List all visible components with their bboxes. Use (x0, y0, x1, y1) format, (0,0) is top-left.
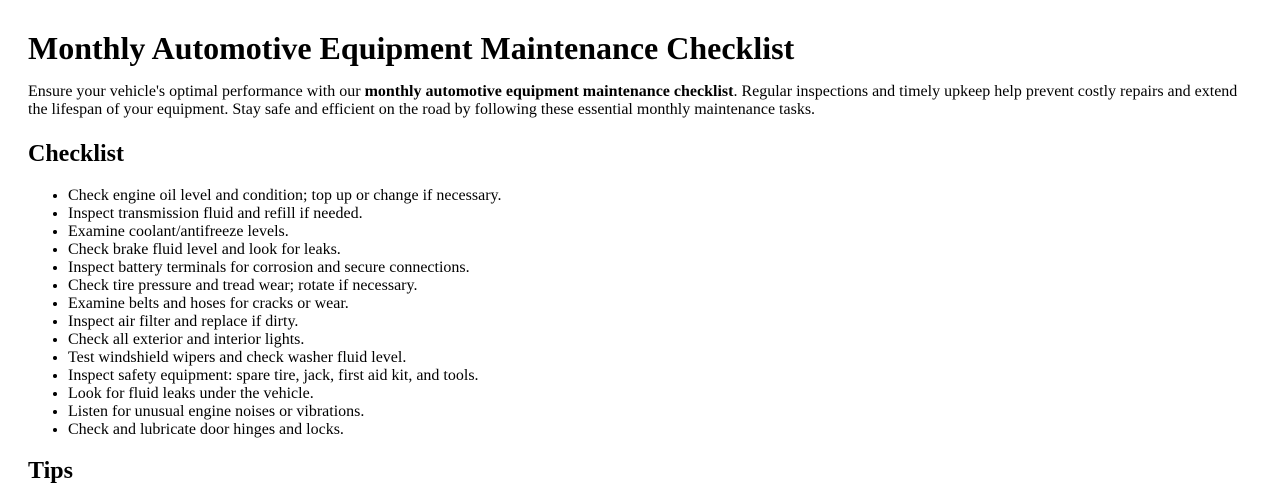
checklist (28, 187, 1250, 439)
checklist-item: • Check all exterior and interior lights. (68, 331, 1250, 349)
checklist-item: • Check brake fluid level and look for leaks. (68, 241, 1250, 259)
checklist-item: • Examine coolant/antifreeze levels. (68, 223, 1250, 241)
tips-heading: Tips (28, 458, 73, 484)
checklist-item: • Examine belts and hoses for cracks or wear. (68, 295, 1250, 313)
checklist-item: • Check tire pressure and tread wear; rotate if necessary. (68, 277, 1250, 295)
intro-text-bold: monthly automotive equipment maintenance checklist (364, 83, 734, 100)
checklist-item: • Inspect air filter and replace if dirty. (68, 313, 1250, 331)
intro-text-end: . Regular inspections and timely upkeep help prevent costly repairs and extend the lifespan of your equipment. Stay safe and efficient on the road by following these essential monthly maintenance tasks. (28, 83, 1238, 118)
intro-paragraph (28, 83, 1250, 119)
checklist-item: • Listen for unusual engine noises or vibrations. (68, 403, 1250, 421)
intro-text-start: Ensure your vehicle's optimal performance with our (28, 83, 365, 100)
checklist-item: • Test windshield wipers and check washer fluid level. (68, 349, 1250, 367)
checklist-item: • Check and lubricate door hinges and locks. (68, 421, 1250, 439)
checklist-item: • Inspect battery terminals for corrosion and secure connections. (68, 259, 1250, 277)
checklist-heading: Checklist (28, 141, 124, 167)
checklist-item: • Look for fluid leaks under the vehicle. (68, 385, 1250, 403)
checklist-item: • Inspect transmission fluid and refill if needed. (68, 205, 1250, 223)
checklist-item: • Check engine oil level and condition; top up or change if necessary. (68, 187, 1250, 205)
checklist-item: • Inspect safety equipment: spare tire, jack, first aid kit, and tools. (68, 367, 1250, 385)
page-title: Monthly Automotive Equipment Maintenance Checklist (28, 30, 795, 66)
